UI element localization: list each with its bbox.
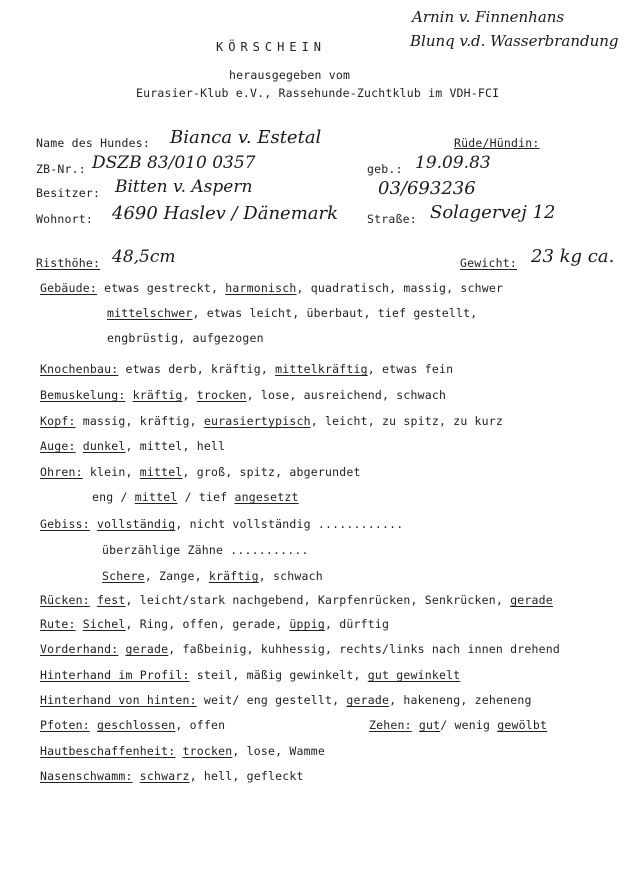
underlined-selection: Knochenbau: (40, 362, 119, 376)
form-text: , leicht, zu spitz, zu kurz (310, 414, 504, 428)
form-text: , hakeneng, zeheneng (389, 693, 532, 707)
assessment-row (40, 668, 460, 682)
underlined-selection: Hinterhand im Profil: (40, 668, 190, 682)
form-text: / wenig (440, 718, 498, 732)
form-text: , quadratisch, massig, schwer (296, 281, 504, 295)
form-text: engbrüstig, aufgezogen (107, 331, 264, 345)
form-text: / tief (177, 490, 235, 504)
form-text: , schwach (258, 569, 323, 583)
owner-label: Besitzer: (36, 186, 101, 200)
underlined-selection: Auge: (40, 439, 76, 453)
form-text: etwas gestreckt, (97, 281, 226, 295)
underlined-selection: Vorderhand: (40, 642, 119, 656)
form-text (118, 642, 125, 656)
assessment-row (40, 362, 453, 376)
form-text (90, 517, 97, 531)
sex-label: Rüde/Hündin: (454, 136, 540, 150)
underlined-selection: kräftig (132, 388, 183, 402)
born-label: geb.: (367, 162, 403, 176)
weight-label: Gewicht: (460, 256, 517, 270)
assessment-row (40, 642, 560, 656)
assessment-row (40, 388, 446, 402)
assessment-row (102, 569, 323, 583)
underlined-selection: mittel (139, 465, 183, 479)
form-text: überzählige Zähne ........... (102, 543, 309, 557)
form-text (76, 439, 83, 453)
underlined-selection: Kopf: (40, 414, 76, 428)
form-text: , hell, gefleckt (189, 769, 304, 783)
underlined-selection: Hinterhand von hinten: (40, 693, 197, 707)
assessment-row (40, 593, 553, 607)
underlined-selection: gut gewinkelt (367, 668, 461, 682)
form-text: , leicht/stark nachgebend, Karpfenrücken, Senkrücken, (125, 593, 511, 607)
underlined-selection: gerade (125, 642, 169, 656)
dog-name-label: Name des Hundes: (36, 136, 150, 150)
form-text: klein, (82, 465, 140, 479)
underlined-selection: Hautbeschaffenheit: (40, 744, 176, 758)
height-label: Risthöhe: (36, 256, 101, 270)
underlined-selection: dunkel (82, 439, 126, 453)
underlined-selection: mittelkräftig (275, 362, 368, 376)
underlined-selection: Sichel (82, 617, 126, 631)
form-text (90, 718, 97, 732)
underlined-selection: vollständig (97, 517, 176, 531)
underlined-selection: geschlossen (97, 718, 176, 732)
underlined-selection: schwarz (139, 769, 190, 783)
publisher-prefix: herausgegeben vom (229, 68, 351, 82)
form-text: eng / (92, 490, 135, 504)
zb-label: ZB-Nr.: (36, 162, 86, 176)
assessment-row (40, 281, 503, 295)
handwritten-note-line2: Blunq v.d. Wasserbrandung (410, 32, 619, 50)
weight-value: 23 kg ca. (531, 246, 615, 267)
toes-assessment (369, 718, 547, 732)
assessment-row (107, 306, 477, 320)
form-text: massig, kräftig, (75, 414, 204, 428)
underlined-selection: fest (97, 593, 126, 607)
form-text (412, 718, 419, 732)
underlined-selection: Schere (102, 569, 145, 583)
underlined-selection: mittel (134, 490, 178, 504)
underlined-selection: trocken (182, 744, 233, 758)
form-text: , nicht vollständig ............ (175, 517, 404, 531)
assessment-row (102, 543, 309, 557)
form-text: , (182, 388, 197, 402)
underlined-selection: Gebiss: (40, 517, 90, 531)
underlined-selection: Nasenschwamm: (40, 769, 133, 783)
form-text (76, 617, 83, 631)
underlined-selection: Pfoten: (40, 718, 90, 732)
document-title: KÖRSCHEIN (216, 40, 327, 54)
underlined-selection: mittelschwer (107, 306, 193, 320)
underlined-selection: Ohren: (40, 465, 83, 479)
residence-value: 4690 Haslev / Dänemark (112, 203, 339, 224)
form-text: , lose, Wamme (232, 744, 325, 758)
assessment-row (40, 465, 361, 479)
assessment-row (92, 490, 299, 504)
underlined-selection: kräftig (208, 569, 259, 583)
underlined-selection: trocken (196, 388, 247, 402)
publisher: Eurasier-Klub e.V., Rassehunde-Zuchtklub im VDH-FCI (136, 86, 500, 100)
dog-name-value: Bianca v. Estetal (170, 127, 322, 148)
assessment-row (40, 617, 389, 631)
form-text: , Ring, offen, gerade, (125, 617, 290, 631)
form-text: , dürftig (324, 617, 390, 631)
underlined-selection: gewölbt (497, 718, 548, 732)
underlined-selection: Bemuskelung: (40, 388, 126, 402)
underlined-selection: gut (418, 718, 441, 732)
form-text: , faßbeinig, kuhhessig, rechts/links nach innen drehend (168, 642, 561, 656)
assessment-row (40, 414, 503, 428)
form-text: , groß, spitz, abgerundet (182, 465, 361, 479)
assessment-row (107, 331, 264, 345)
form-text: weit/ eng gestellt, (196, 693, 347, 707)
assessment-row (40, 769, 304, 783)
born-value: 19.09.83 (415, 153, 491, 173)
underlined-selection: Gebäude: (40, 281, 97, 295)
underlined-selection: harmonisch (225, 281, 297, 295)
form-text: , etwas fein (367, 362, 454, 376)
form-text: etwas derb, kräftig, (118, 362, 276, 376)
underlined-selection: eurasiertypisch (203, 414, 311, 428)
underlined-selection: Zehen: (369, 718, 412, 732)
form-text: , lose, ausreichend, schwach (246, 388, 447, 402)
form-text: , mittel, hell (125, 439, 226, 453)
owner-value: Bitten v. Aspern (115, 177, 253, 197)
residence-label: Wohnort: (36, 212, 93, 226)
underlined-selection: üppig (289, 617, 325, 631)
form-text (125, 388, 132, 402)
form-text: steil, mäßig gewinkelt, (189, 668, 368, 682)
form-text (90, 593, 97, 607)
street-label: Straße: (367, 212, 417, 226)
underlined-selection: Rute: (40, 617, 76, 631)
street-value: Solagervej 12 (430, 202, 556, 223)
underlined-selection: gerade (346, 693, 390, 707)
form-text: , Zange, (144, 569, 209, 583)
assessment-row (40, 744, 325, 758)
form-text (133, 769, 140, 783)
zb-value: DSZB 83/010 0357 (92, 153, 256, 173)
phone-value: 03/693236 (378, 178, 476, 199)
underlined-selection: gerade (510, 593, 553, 607)
form-text: , etwas leicht, überbaut, tief gestellt, (192, 306, 478, 320)
form-text: , offen (175, 718, 226, 732)
underlined-selection: angesetzt (234, 490, 299, 504)
underlined-selection: Rücken: (40, 593, 90, 607)
height-value: 48,5cm (112, 247, 176, 267)
assessment-row (40, 517, 403, 531)
handwritten-note-line1: Arnin v. Finnenhans (412, 8, 565, 26)
assessment-row (40, 718, 225, 732)
assessment-row (40, 693, 532, 707)
assessment-row (40, 439, 225, 453)
